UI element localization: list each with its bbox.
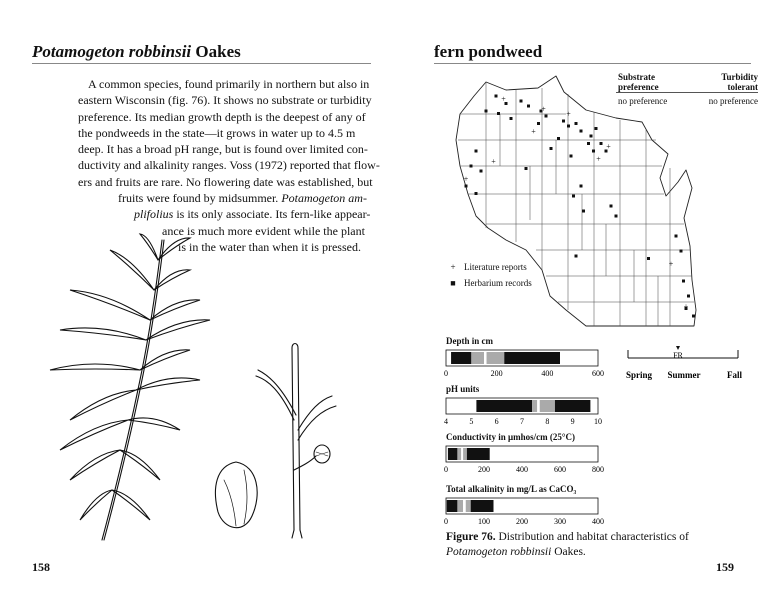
- herbarium-point: [480, 170, 483, 173]
- tick-label: 600: [554, 465, 566, 474]
- literature-marker-icon: +: [450, 262, 456, 272]
- species-name: Potamogeton robbinsii: [32, 42, 192, 61]
- tick-label: 7: [520, 417, 524, 426]
- tick-label: 200: [490, 369, 503, 378]
- leaf: [80, 490, 112, 520]
- herbarium-point: [525, 167, 528, 170]
- leaf: [70, 450, 120, 480]
- herbarium-point: [575, 122, 578, 125]
- title-rule: [434, 63, 751, 64]
- tick-label: 100: [478, 517, 490, 526]
- figure-caption: [446, 530, 746, 560]
- caption-text: Distribution and habitat characteristics of: [495, 531, 689, 543]
- herbarium-point: [682, 280, 685, 283]
- leaf: [70, 390, 136, 420]
- literature-point: +: [596, 154, 601, 164]
- herbarium-point: [600, 142, 603, 145]
- leaf: [60, 328, 146, 340]
- range-segment: [540, 400, 555, 412]
- herbarium-point: [680, 250, 683, 253]
- range-segment: [463, 448, 467, 460]
- turbidity-header-line2: tolerant: [727, 82, 758, 92]
- range-segment: [447, 500, 458, 512]
- literature-point: +: [683, 302, 689, 311]
- leaf: [136, 378, 200, 390]
- wisconsin-distribution-map: [446, 70, 726, 328]
- plant-leaves: [50, 234, 210, 520]
- stem-detail-drawing: [256, 344, 336, 539]
- range-segment: [532, 400, 537, 412]
- legend-herbarium-label: Herbarium records: [464, 278, 532, 288]
- turbidity-value: no preference: [708, 96, 758, 106]
- species-description: [68, 76, 380, 255]
- tick-label: 8: [545, 417, 550, 426]
- herbarium-point: [520, 100, 523, 103]
- herbarium-point: [510, 117, 513, 120]
- county-lines: [458, 82, 694, 326]
- tick-label: 9: [570, 417, 575, 426]
- chart-title: Depth in cm: [446, 336, 493, 346]
- literature-point: +: [463, 174, 469, 184]
- tick-label: 4: [444, 417, 448, 426]
- herbarium-point: [545, 115, 548, 118]
- herbarium-point: [580, 185, 583, 188]
- herbarium-point: [675, 235, 678, 238]
- leaf: [140, 234, 158, 260]
- range-segment: [451, 352, 471, 364]
- range-segment: [466, 500, 471, 512]
- tick-label: 400: [516, 465, 528, 474]
- herbarium-point: [575, 255, 578, 258]
- body-line: plifolius is its only associate. Its fern-like appear-: [134, 207, 371, 222]
- herbarium-point: [495, 95, 498, 98]
- range-segment: [504, 352, 560, 364]
- tick-label: 400: [592, 517, 604, 526]
- herbarium-point: [537, 122, 540, 125]
- herbarium-point: [587, 142, 590, 145]
- substrate-value: no preference: [618, 96, 668, 106]
- season-fall: Fall: [727, 370, 742, 380]
- legend-literature-label: Literature reports: [464, 262, 527, 272]
- range-segment: [476, 400, 532, 412]
- leaf: [70, 290, 150, 320]
- range-segment: [457, 448, 461, 460]
- range-segment: [471, 352, 484, 364]
- state-outline: [456, 76, 696, 326]
- herbarium-point: [595, 127, 598, 130]
- range-segment: [471, 500, 494, 512]
- substrate-header-line1: Substrate: [618, 72, 656, 82]
- range-chart: [440, 496, 610, 526]
- herbarium-point: [582, 210, 585, 213]
- right-page: [388, 0, 776, 600]
- leaf: [150, 300, 200, 320]
- tick-label: 5: [469, 417, 474, 426]
- fruit-drawing: [215, 462, 257, 528]
- range-chart: [440, 396, 610, 426]
- chart-title: pH units: [446, 384, 480, 394]
- herbarium-point: [592, 150, 595, 153]
- range-segment: [537, 400, 540, 412]
- fruit-marker-label: FR: [673, 351, 683, 360]
- herbarium-point: [572, 195, 575, 198]
- range-chart: [440, 348, 610, 378]
- tick-label: 0: [444, 465, 448, 474]
- literature-point: +: [606, 142, 611, 151]
- body-line: the pondweeds in the state—it grows in water up to 4.5 m: [78, 125, 356, 140]
- legend-literature: [448, 262, 527, 272]
- tick-label: 800: [592, 465, 604, 474]
- tick-label: 200: [516, 517, 528, 526]
- body-line: ance is much more evident while the plant: [162, 223, 365, 238]
- tick-label: 0: [444, 369, 448, 378]
- literature-point: +: [531, 127, 536, 136]
- herbarium-point: [527, 105, 530, 108]
- herbarium-point: [485, 110, 488, 113]
- range-segment: [461, 448, 463, 460]
- range-segment: [463, 500, 466, 512]
- herbarium-point: [470, 165, 473, 168]
- fruiting-marker-icon: [675, 346, 681, 350]
- herbarium-point: [647, 257, 650, 260]
- leaf: [112, 490, 150, 520]
- herbarium-point: [580, 130, 583, 133]
- tick-label: 600: [592, 369, 604, 378]
- literature-point: +: [668, 259, 674, 269]
- tick-label: 0: [444, 517, 448, 526]
- herbarium-point: [497, 112, 500, 115]
- flowering-season-scale: [626, 346, 742, 386]
- literature-point: +: [501, 94, 506, 104]
- range-chart: [440, 444, 610, 474]
- body-line: ers and fruits are rare. No flowering date was established, but: [78, 174, 373, 189]
- turbidity-header-line1: Turbidity: [721, 72, 758, 82]
- tick-label: 300: [554, 517, 566, 526]
- common-name-title: fern pondweed: [434, 42, 543, 61]
- literature-point: +: [566, 109, 571, 119]
- leaf: [110, 250, 154, 290]
- herbarium-point: [610, 205, 613, 208]
- herbarium-point: [557, 137, 560, 140]
- herbarium-point: [570, 155, 573, 158]
- herbarium-point: [550, 147, 553, 150]
- herbarium-point: [475, 150, 478, 153]
- herbarium-point: [692, 315, 695, 318]
- tick-label: 200: [478, 465, 490, 474]
- substrate-header-line2: preference: [618, 82, 659, 92]
- herbarium-point: [590, 135, 593, 138]
- range-segment: [487, 352, 505, 364]
- caption-tail: Oakes.: [551, 546, 586, 558]
- herbarium-point: [567, 125, 570, 128]
- range-segment: [555, 400, 590, 412]
- range-segment: [457, 500, 463, 512]
- season-spring: Spring: [626, 370, 653, 380]
- literature-point: +: [541, 104, 546, 114]
- leaf: [60, 420, 128, 450]
- chart-title: Total alkalinity in mg/L as CaCO₃: [446, 484, 577, 494]
- herbarium-point: [465, 185, 468, 188]
- season-summer: Summer: [667, 370, 701, 380]
- leaf: [146, 320, 210, 340]
- range-segment: [467, 448, 490, 460]
- title-rule: [32, 63, 371, 64]
- page-number-right: 159: [716, 560, 734, 574]
- range-segment: [448, 448, 458, 460]
- herbarium-point: [615, 215, 618, 218]
- species-title: [32, 42, 241, 62]
- body-line: deep. It has a broad pH range, but is found over limited con-: [78, 142, 368, 157]
- body-line: eastern Wisconsin (fig. 76). It shows no substrate or turbidity: [78, 93, 372, 108]
- leaf: [128, 418, 180, 430]
- figure-label: Figure 76.: [446, 531, 496, 543]
- herbarium-point: [687, 295, 690, 298]
- herbarium-marker-icon: ■: [450, 278, 456, 288]
- tick-label: 400: [541, 369, 554, 378]
- chart-title: Conductivity in μmhos/cm (25°C): [446, 432, 575, 442]
- literature-point: +: [491, 157, 496, 166]
- herbarium-point: [562, 120, 565, 123]
- body-line: fruits were found by midsummer. Potamogeton am-: [118, 191, 367, 206]
- leaf: [50, 364, 140, 370]
- leaf: [120, 450, 160, 480]
- body-line: is in the water than when it is pressed.: [178, 239, 361, 254]
- page-number-left: 158: [32, 560, 50, 574]
- body-line: preference. Its median growth depth is the deepest of any of: [78, 109, 366, 124]
- body-line: ductivity and alkalinity ranges. Voss (1972) reported that flow-: [78, 158, 380, 173]
- species-author: Oakes: [195, 42, 241, 61]
- legend-herbarium: [448, 278, 532, 288]
- range-segment: [484, 352, 487, 364]
- tick-label: 6: [494, 417, 499, 426]
- body-line: A common species, found primarily in northern but also in: [88, 77, 370, 91]
- tick-label: 10: [594, 417, 602, 426]
- herbarium-point: [475, 192, 478, 195]
- caption-species: Potamogeton robbinsii: [446, 546, 552, 558]
